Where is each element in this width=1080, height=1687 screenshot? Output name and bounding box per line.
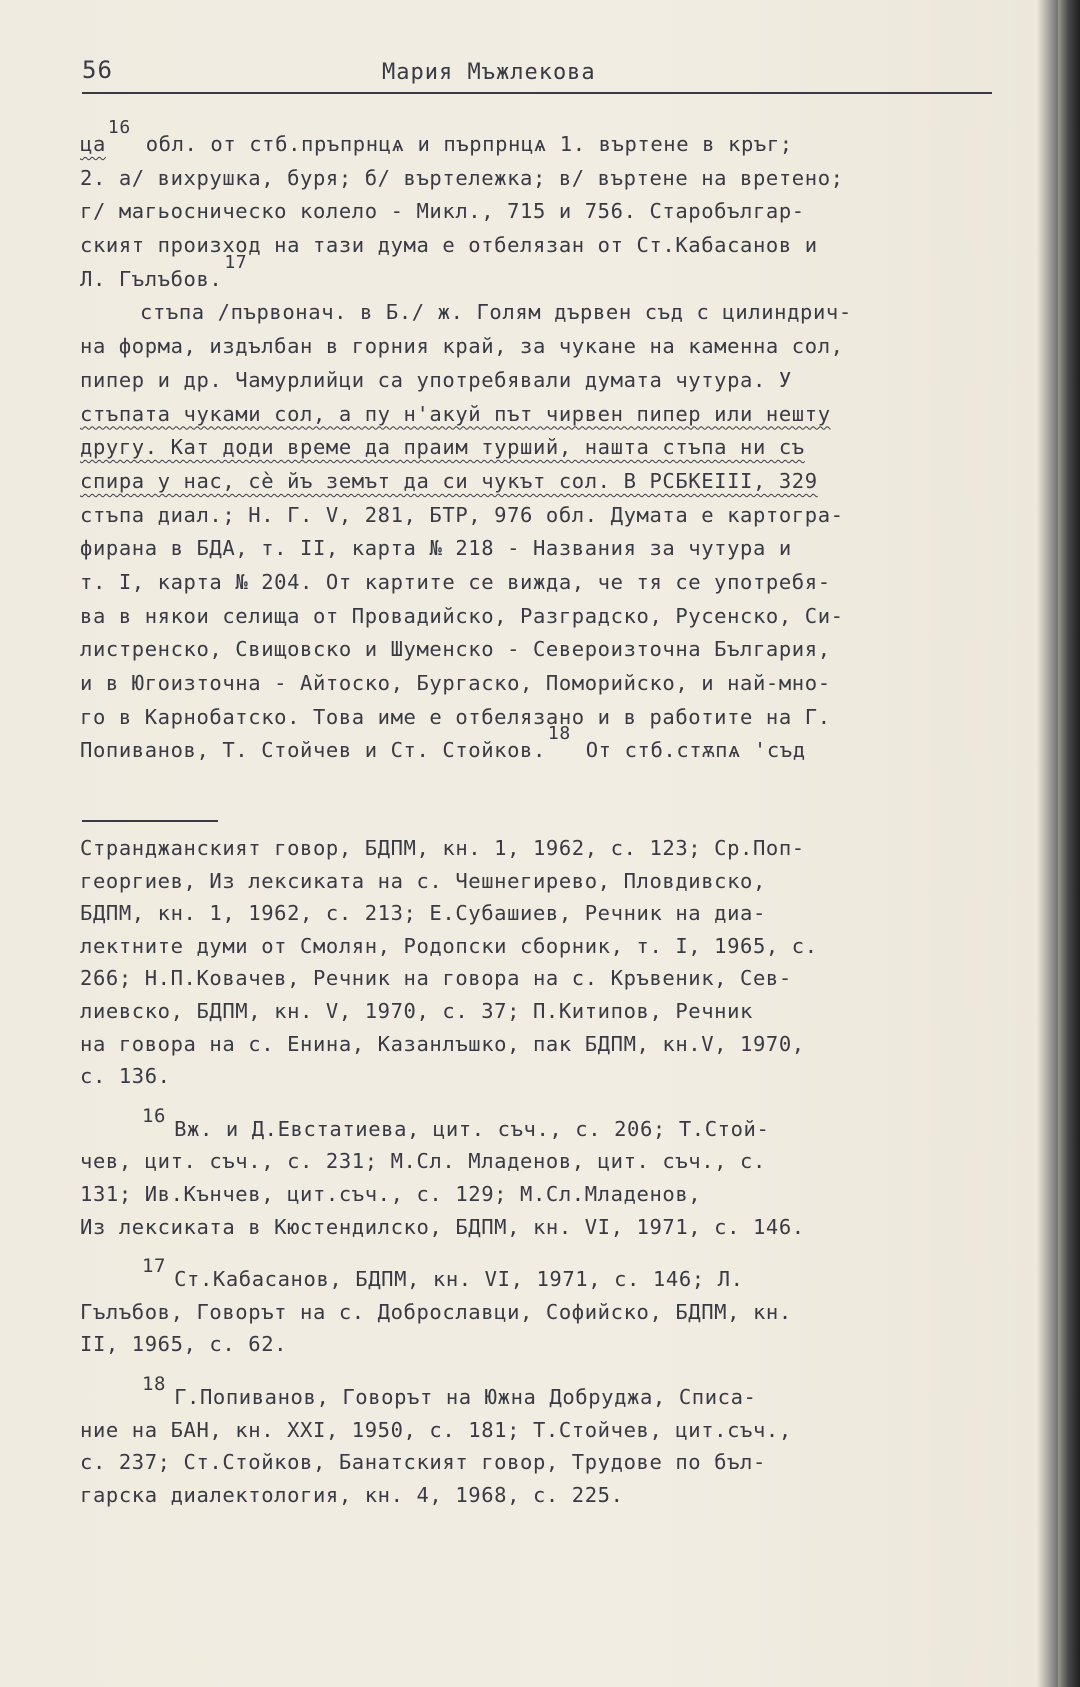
footnote-line [80,1104,1002,1146]
footnote-line [80,1255,1002,1296]
text-run: листренско, Свищовско и Шуменско - Североизточна България, [80,637,831,662]
footnote-text: Вж. и Д.Евстатиева, цит. съч., с. 206; Т.Стой- [174,1116,770,1141]
text-line [80,701,1002,735]
footnote-line: ние на БАН, кн. XXI, 1950, с. 181; Т.Стойчев, цит.съч., [80,1417,792,1442]
text-run: 2. а/ вихрушка, буря; б/ въртележка; в/ въртене на вретено; [80,165,844,190]
text-run: г/ магьосническо колело - Микл., 715 и 756. Старобългар- [80,199,805,224]
text-run: ският произход на тази дума е отбелязан от Ст.Кабасанов и [80,233,818,258]
text-line [80,296,1002,330]
text-run: Л. Гълъбов. [80,266,223,291]
text-line [80,633,1002,667]
footnote-number: 16 [142,1104,167,1127]
main-text [80,117,1002,768]
text-run: пипер и др. Чамурлийци са употребявали думата чутура. У [80,367,792,392]
footnote-line: Странджанският говор, БДПМ, кн. 1, 1962, с. 123; Ср.Поп- [80,836,805,860]
footnote-line [80,1372,1002,1414]
text-line [80,532,1002,566]
text-run: обл. от стб.пръпрнцѧ и пърпрнцѧ 1. въртене в кръг; [132,132,793,156]
footnote-separator [82,820,218,822]
text-run: т. I, карта № 204. От картите се вижда, че тя се употребя- [80,569,831,594]
footnote-line: лиевско, БДПМ, кн. V, 1970, с. 37; П.Китипов, Речник [80,998,753,1023]
footnote-16 [80,1104,1002,1243]
text-run: фирана в БДА, т. II, карта № 218 - Названия за чутура и [80,536,792,561]
text-line [80,330,1002,364]
footnote-number: 18 [142,1372,167,1395]
page-header [82,48,992,94]
book-spine-shadow [1058,0,1080,1687]
footnote-text: Ст.Кабасанов, БДПМ, кн. VI, 1971, с. 146; Л. [174,1267,744,1292]
footnote-17 [80,1255,1002,1361]
dialect-quote: спира у нас, сè йъ земът да си чукът сол. В РСБКЕIII, 329 [80,468,818,493]
text-run: стъпа диал.; Н. Г. V, 281, БТР, 976 обл. Думата е картогра- [80,502,844,527]
text-run: и в Югоизточна - Айтоско, Бургаско, Поморийско, и най-мно- [80,671,831,695]
text-line [80,195,1002,229]
footnote-ref: 16 [107,117,131,138]
text-line [80,600,1002,634]
footnote-ref: 18 [547,723,571,745]
footnote-line: II, 1965, с. 62. [80,1332,288,1357]
footnote-ref: 17 [224,251,248,273]
running-head-author: Мария Мъжлекова [382,60,596,85]
footnote-text: Г.Попиванов, Говорът на Южна Добруджа, Списа- [174,1384,757,1409]
footnote-line: георгиев, Из лексиката на с. Чешнегирево, Пловдивско, [80,868,766,893]
footnote-line: Гълъбов, Говорът на с. Доброславци, Софийско, БДПМ, кн. [80,1299,792,1324]
text-line [80,398,1002,432]
text-line [80,667,1002,701]
footnote-18 [80,1372,1002,1511]
footnotes [80,832,1002,1517]
text-line [80,162,1002,196]
footnote-continued [80,832,1002,1093]
text-line [80,465,1002,499]
text-line [80,229,1002,263]
dialect-quote: другу. Кат доди време да праим турший, нашта стъпа ни съ [80,435,805,460]
footnote-line: на говора на с. Енина, Казанлъшко, пак БДПМ, кн.V, 1970, [80,1031,805,1056]
footnote-line: 266; Н.П.Ковачев, Речник на говора на с. Кръвеник, Сев- [80,966,792,991]
text-line [80,499,1002,533]
headword-fragment: ца [80,132,106,156]
footnote-line: БДПМ, кн. 1, 1962, с. 213; Е.Субашиев, Речник на диа- [80,901,766,926]
text-line [80,723,1002,768]
text-line [80,117,1002,162]
footnote-line: с. 136. [80,1064,171,1089]
footnote-line: лектните думи от Смолян, Родопски сборник, т. I, 1965, с. [80,933,818,958]
text-run: стъпа /първонач. в Б./ ж. Голям дървен съд с цилиндрич- [140,300,852,325]
text-run: Попиванов, Т. Стойчев и Ст. Стойков. [80,738,546,763]
footnote-line: с. 237; Ст.Стойков, Банатският говор, Трудове по бъл- [80,1450,766,1475]
text-line [80,251,1002,297]
footnote-line: Из лексиката в Кюстендилско, БДПМ, кн. VI, 1971, с. 146. [80,1214,805,1239]
text-run: го в Карнобатско. Това име е отбелязано и в работите на Г. [80,704,831,729]
footnote-line: 131; Ив.Кънчев, цит.съч., с. 129; М.Сл.Младенов, [80,1181,702,1206]
text-line [80,566,1002,600]
footnote-line: гарска диалектология, кн. 4, 1968, с. 225. [80,1482,624,1507]
footnote-line: чев, цит. съч., с. 231; М.Сл. Младенов, цит. съч., с. [80,1149,766,1174]
footnote-number: 17 [142,1255,167,1278]
text-line [80,431,1002,465]
dialect-quote: стъпата чуками сол, а пу н'акуй път чирвен пипер или нешту [80,401,831,426]
text-run: От стб.стѫпѧ 'съд [572,738,806,763]
page-number: 56 [82,56,113,84]
text-line [80,364,1002,398]
text-run: ва в някои селища от Провадийско, Разградско, Русенско, Си- [80,603,844,628]
text-run: на форма, издълбан в горния край, за чукане на каменна сол, [80,334,844,359]
